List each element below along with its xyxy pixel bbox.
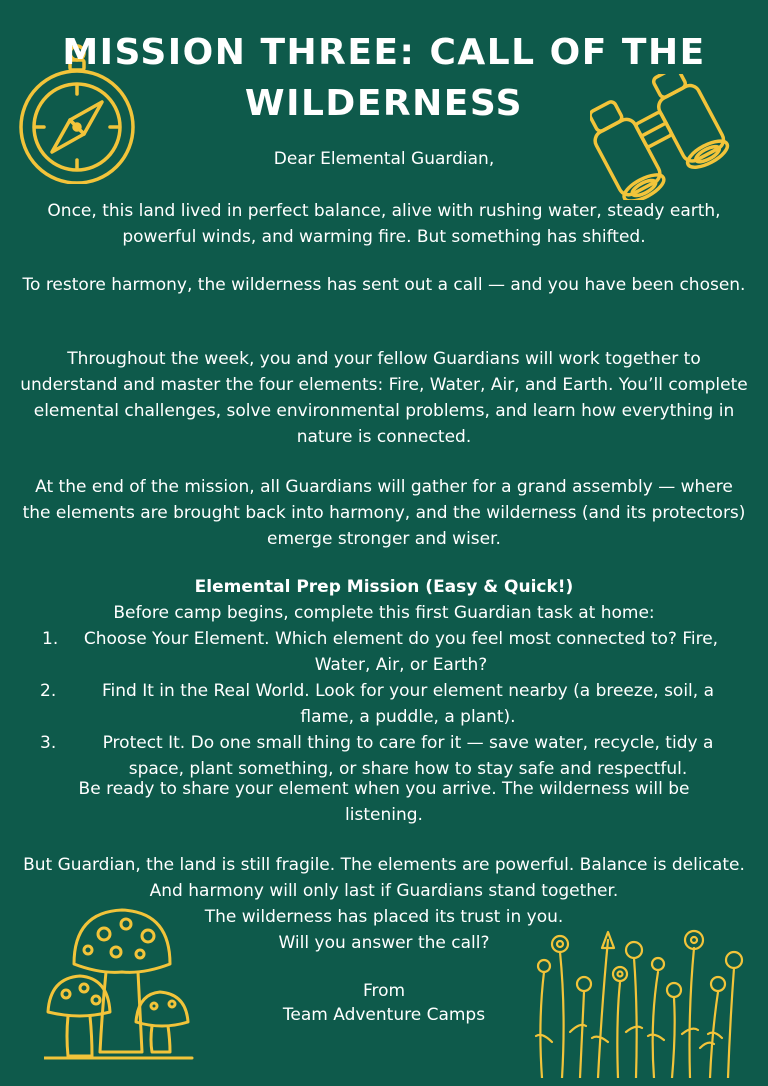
prep-intro: Before camp begins, complete this first Guardian task at home: [113,603,655,623]
greeting: Dear Elemental Guardian, [273,149,495,169]
paragraph-call: To restore harmony, the wilderness has sent out a call — and you have been chosen. [22,275,746,295]
prep-outro: Be ready to share your element when you arrive. The wilderness will be listening. [78,779,690,825]
step-2-text: Find It in the Real World. Look for your element nearby (a breeze, soil, a flame, a puddle, a plant). [101,681,715,727]
step-1-number: 1. [42,629,59,649]
closing-trust: The wilderness has placed its trust in you. [204,907,564,927]
step-2-number: 2. [40,681,57,701]
prep-heading: Elemental Prep Mission (Easy & Quick!) [194,577,574,597]
page-title-line-1: MISSION THREE: CALL OF THE [62,32,706,73]
paragraph-week: Throughout the week, you and your fellow Guardians will work together to understand and master the four elements: Fire, Water, Air, and Earth. You’ll complete elemental challenges, solve environmental problems, and learn how everything in nature is connected. [20,349,748,447]
paragraph-assembly: At the end of the mission, all Guardians will gather for a grand assembly — where the elements are brought back into harmony, and the wilderness (and its protectors) emerge stronger and wiser. [22,477,746,549]
closing-question: Will you answer the call? [278,933,490,953]
signoff-signature: Team Adventure Camps [282,1005,486,1025]
page-title-line-2: WILDERNESS [244,83,524,124]
step-3-text: Protect It. Do one small thing to care for it — save water, recycle, tidy a space, plant something, or share how to stay safe and respectful. [102,733,714,779]
signoff-from: From [362,981,406,1001]
closing-paragraph: But Guardian, the land is still fragile. The elements are powerful. Balance is delicate. And harmony will only last if Guardians stand together. [23,855,745,901]
paragraph-balance: Once, this land lived in perfect balance, alive with rushing water, steady earth, powerful winds, and warming fire. But something has shifted. [47,201,721,247]
step-3-number: 3. [40,733,57,753]
step-1-text: Choose Your Element. Which element do you feel most connected to? Fire, Water, Air, or Earth? [83,629,719,675]
